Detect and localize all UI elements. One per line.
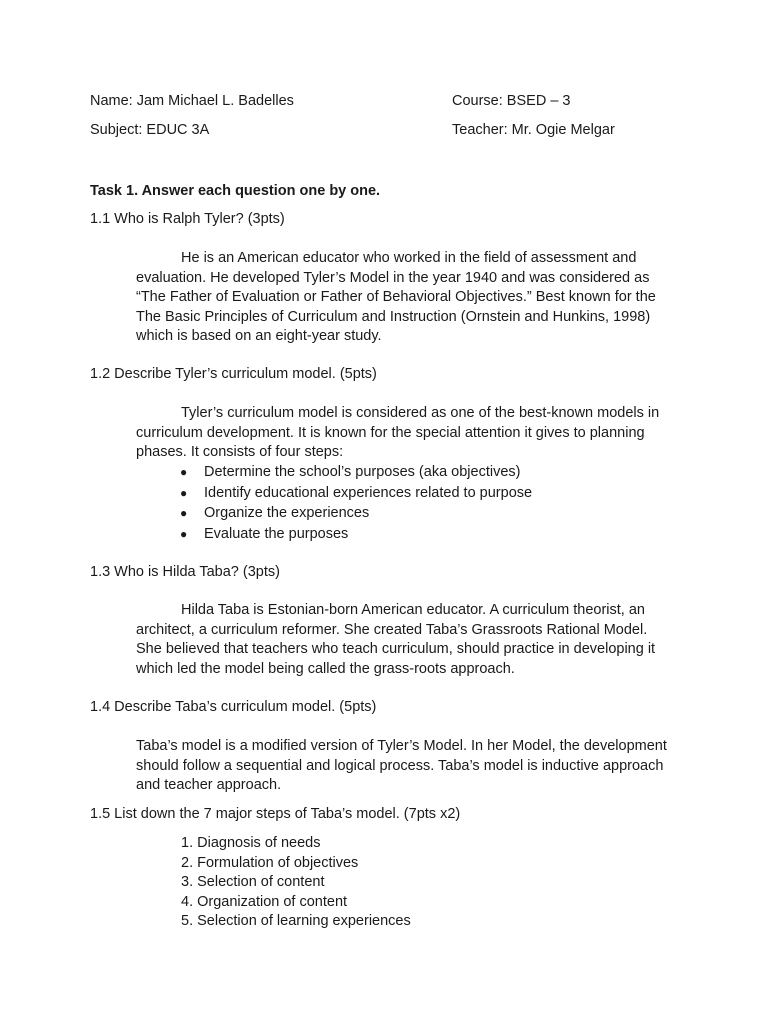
name-field: Name: Jam Michael L. Badelles: [90, 93, 294, 109]
list-item: ● Organize the experiences: [204, 503, 532, 524]
list-item: ● Identify educational experiences related to purpose: [204, 483, 532, 504]
list-item: 4. Organization of content: [181, 893, 348, 910]
list-item: ● Determine the school’s purposes (aka objectives): [204, 462, 532, 483]
question-1-3: 1.3 Who is Hilda Taba? (3pts): [90, 564, 280, 580]
answer-1-2: Tyler’s curriculum model is considered as one of the best-known models in curriculum development. It is known for the special attention it gives to planning phases. It consists of four steps:: [136, 405, 660, 460]
list-item: 1. Diagnosis of needs: [181, 835, 321, 851]
answer-1-4: Taba’s model is a modified version of Tyler’s Model. In her Model, the development should follow a sequential and logical process. Taba’s model is inductive approach and teacher approach.: [136, 738, 667, 793]
question-1-4: 1.4 Describe Taba’s curriculum model. (5pts): [90, 699, 377, 715]
course-field: Course: BSED – 3: [452, 93, 571, 109]
taba-steps-list: [181, 834, 411, 932]
list-item: 5. Selection of learning experiences: [181, 913, 411, 929]
answer-1-3: Hilda Taba is Estonian-born American educator. A curriculum theorist, an architect, a curriculum reformer. She created Taba’s Grassroots Rational Model. She believed that teachers who teach curriculum, should practice in developing it which led the model being called the grass-roots approach.: [136, 602, 656, 677]
bullet-icon: ●: [180, 485, 188, 500]
question-1-5: 1.5 List down the 7 major steps of Taba’s model. (7pts x2): [90, 806, 461, 822]
task-title: Task 1. Answer each question one by one.: [90, 183, 381, 199]
question-1-1: 1.1 Who is Ralph Tyler? (3pts): [90, 211, 285, 227]
bullet-icon: ●: [180, 526, 188, 541]
list-item: ● Evaluate the purposes: [204, 524, 532, 545]
tyler-steps-list: [180, 462, 533, 544]
bullet-icon: ●: [180, 506, 188, 520]
bullet-icon: ●: [180, 465, 188, 479]
answer-1-1: He is an American educator who worked in the field of assessment and evaluation. He developed Tyler’s Model in the year 1940 and was considered as “The Father of Evaluation or Father of Behavioral Objectives.” Best known for the The Basic Principles of Curriculum and Instruction (Ornstein and Hunkins, 1998) which is based on an eight-year study.: [136, 250, 656, 344]
list-item: 2. Formulation of objectives: [181, 854, 359, 871]
teacher-field: Teacher: Mr. Ogie Melgar: [452, 122, 615, 138]
question-1-2: 1.2 Describe Tyler’s curriculum model. (5pts): [90, 366, 377, 382]
list-item: 3. Selection of content: [181, 874, 325, 890]
subject-field: Subject: EDUC 3A: [90, 122, 210, 138]
